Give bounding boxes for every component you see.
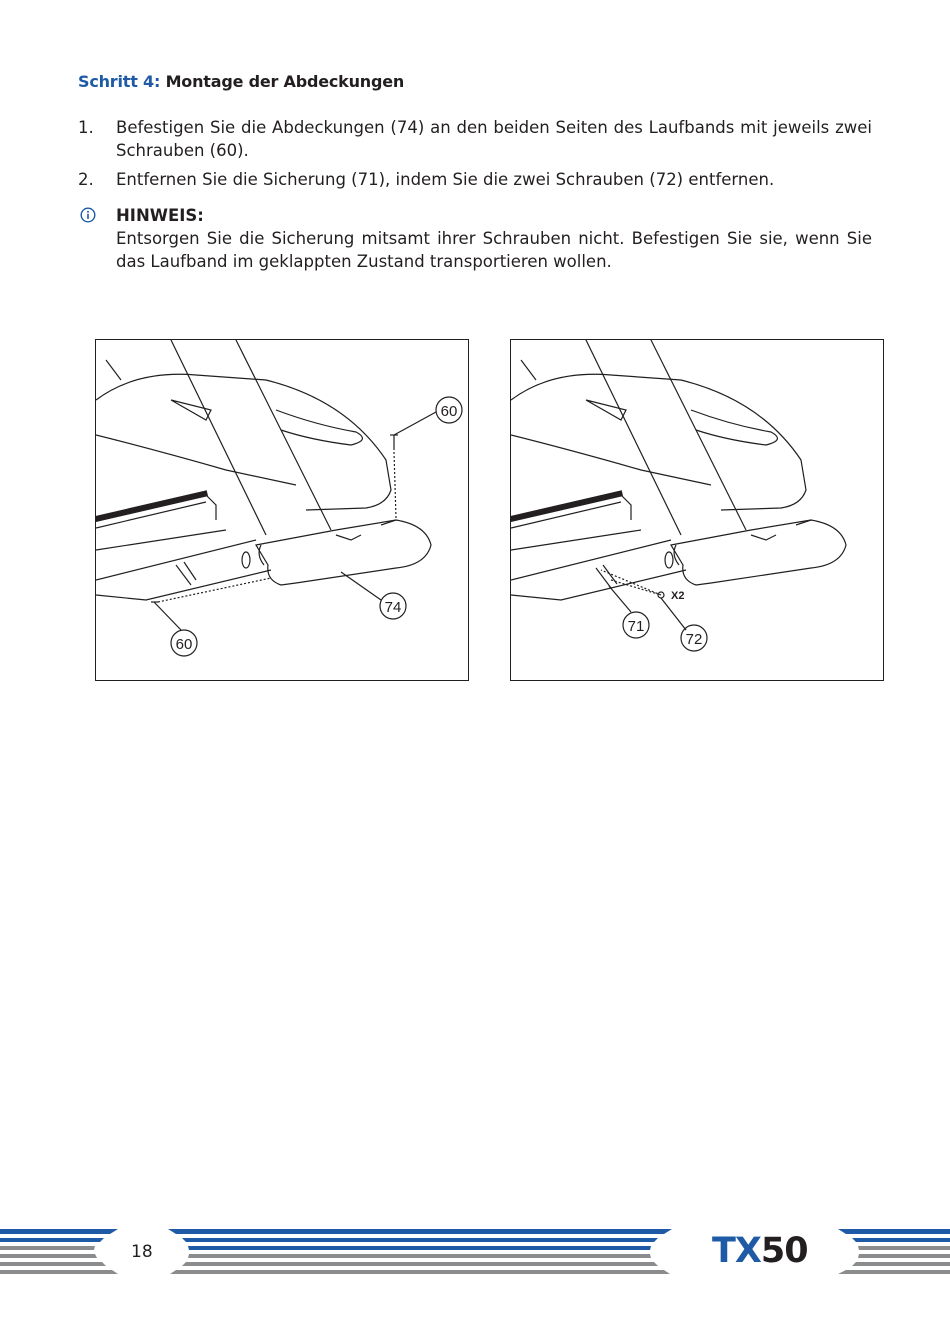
list-item <box>78 116 872 162</box>
list-number: 2. <box>78 170 94 189</box>
note-label: HINWEIS: <box>116 206 204 225</box>
callout-60-bottom: 60 <box>175 636 193 653</box>
note-text: Entsorgen Sie die Sicherung mitsamt ihrer Schrauben nicht. Befestigen Sie sie, wenn Sie das Laufband im geklappten Zustand transportieren wollen. <box>116 229 872 271</box>
brand-logo <box>712 1231 808 1271</box>
page-number: 18 <box>131 1242 153 1262</box>
list-text: Entfernen Sie die Sicherung (71), indem Sie die zwei Schrauben (72) entfernen. <box>116 170 775 189</box>
list-text: Befestigen Sie die Abdeckungen (74) an den beiden Seiten des Laufbands mit jeweils zwei Schrauben (60). <box>116 118 872 160</box>
info-icon <box>80 207 96 223</box>
list-item <box>78 168 872 191</box>
callout-71: 71 <box>627 618 645 635</box>
callout-60-top: 60 <box>440 403 458 420</box>
brand-part2: 50 <box>760 1231 808 1271</box>
treadmill-cover-illustration <box>96 340 468 680</box>
list-number: 1. <box>78 118 94 137</box>
callout-72: 72 <box>685 631 703 648</box>
step-title: Montage der Abdeckungen <box>165 72 405 91</box>
step-label: Schritt 4: <box>78 72 161 91</box>
quantity-label: X2 <box>671 590 685 602</box>
assembly-figure-right <box>510 339 884 681</box>
treadmill-safety-illustration <box>511 340 884 680</box>
note-box <box>78 204 872 273</box>
callout-74: 74 <box>384 599 402 616</box>
assembly-figure-left <box>95 339 469 681</box>
section-heading <box>78 72 404 91</box>
brand-part1: TX <box>712 1231 761 1271</box>
